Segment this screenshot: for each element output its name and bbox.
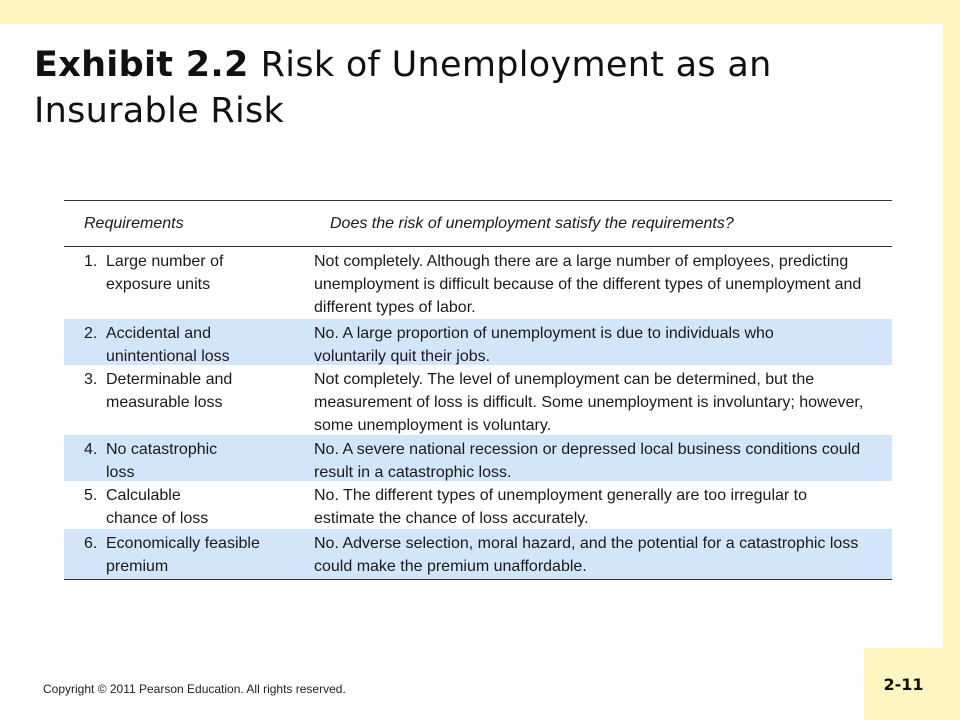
row-number: 2. xyxy=(84,325,98,342)
answer-cell: Not completely. Although there are a large number of employees, predicting unemployment is difficult because of the different types of unemployment and different types of labor. xyxy=(314,253,862,316)
table-row xyxy=(64,247,892,319)
requirement-cell xyxy=(64,365,312,435)
table-row xyxy=(64,435,892,481)
requirement-text: No catastrophic loss xyxy=(106,441,218,481)
answer-cell: No. Adverse selection, moral hazard, and the potential for a catastrophic loss could make the premium unaffordable. xyxy=(314,535,859,575)
table-row xyxy=(64,529,892,579)
row-number: 1. xyxy=(84,253,98,270)
exhibit-title: Risk of Unemployment as an Insurable Risk xyxy=(34,45,772,131)
row-number: 3. xyxy=(84,371,98,388)
answer-cell: No. A severe national recession or depressed local business conditions could result in a catastrophic loss. xyxy=(314,441,861,481)
row-number: 6. xyxy=(84,535,98,552)
copyright-notice: Copyright © 2011 Pearson Education. All rights reserved. xyxy=(43,682,346,696)
answer-cell: No. The different types of unemployment generally are too irregular to estimate the chance of loss accurately. xyxy=(314,487,808,527)
table-header xyxy=(64,201,892,247)
header-satisfy: Does the risk of unemployment satisfy the requirements? xyxy=(330,214,734,232)
answer-cell: No. A large proportion of unemployment is due to individuals who voluntarily quit their jobs. xyxy=(314,325,774,365)
requirement-text: Accidental and unintentional loss xyxy=(106,325,230,365)
page-number-badge: 2-11 xyxy=(864,648,943,720)
answer-cell: Not completely. The level of unemployment can be determined, but the measurement of loss is difficult. Some unemployment is involuntary; however, some unemployment is voluntary. xyxy=(314,371,864,434)
row-number: 5. xyxy=(84,487,98,504)
exhibit-number: Exhibit 2.2 xyxy=(34,45,249,85)
table-row xyxy=(64,319,892,365)
requirement-text: Calculable chance of loss xyxy=(106,487,209,527)
requirement-cell xyxy=(64,435,312,481)
table-row xyxy=(64,481,892,529)
requirement-text: Large number of exposure units xyxy=(106,253,224,293)
requirement-cell xyxy=(64,481,312,529)
requirement-cell xyxy=(64,247,312,319)
requirements-table xyxy=(64,200,892,580)
requirement-cell xyxy=(64,529,312,579)
requirement-cell xyxy=(64,319,312,365)
header-requirements: Requirements xyxy=(84,214,184,232)
table-row xyxy=(64,365,892,435)
top-accent-bar xyxy=(0,0,960,24)
row-number: 4. xyxy=(84,441,98,458)
requirement-text: Determinable and measurable loss xyxy=(106,371,233,411)
right-accent-bar xyxy=(943,0,960,720)
slide-title xyxy=(34,42,914,134)
requirement-text: Economically feasible premium xyxy=(106,535,260,575)
